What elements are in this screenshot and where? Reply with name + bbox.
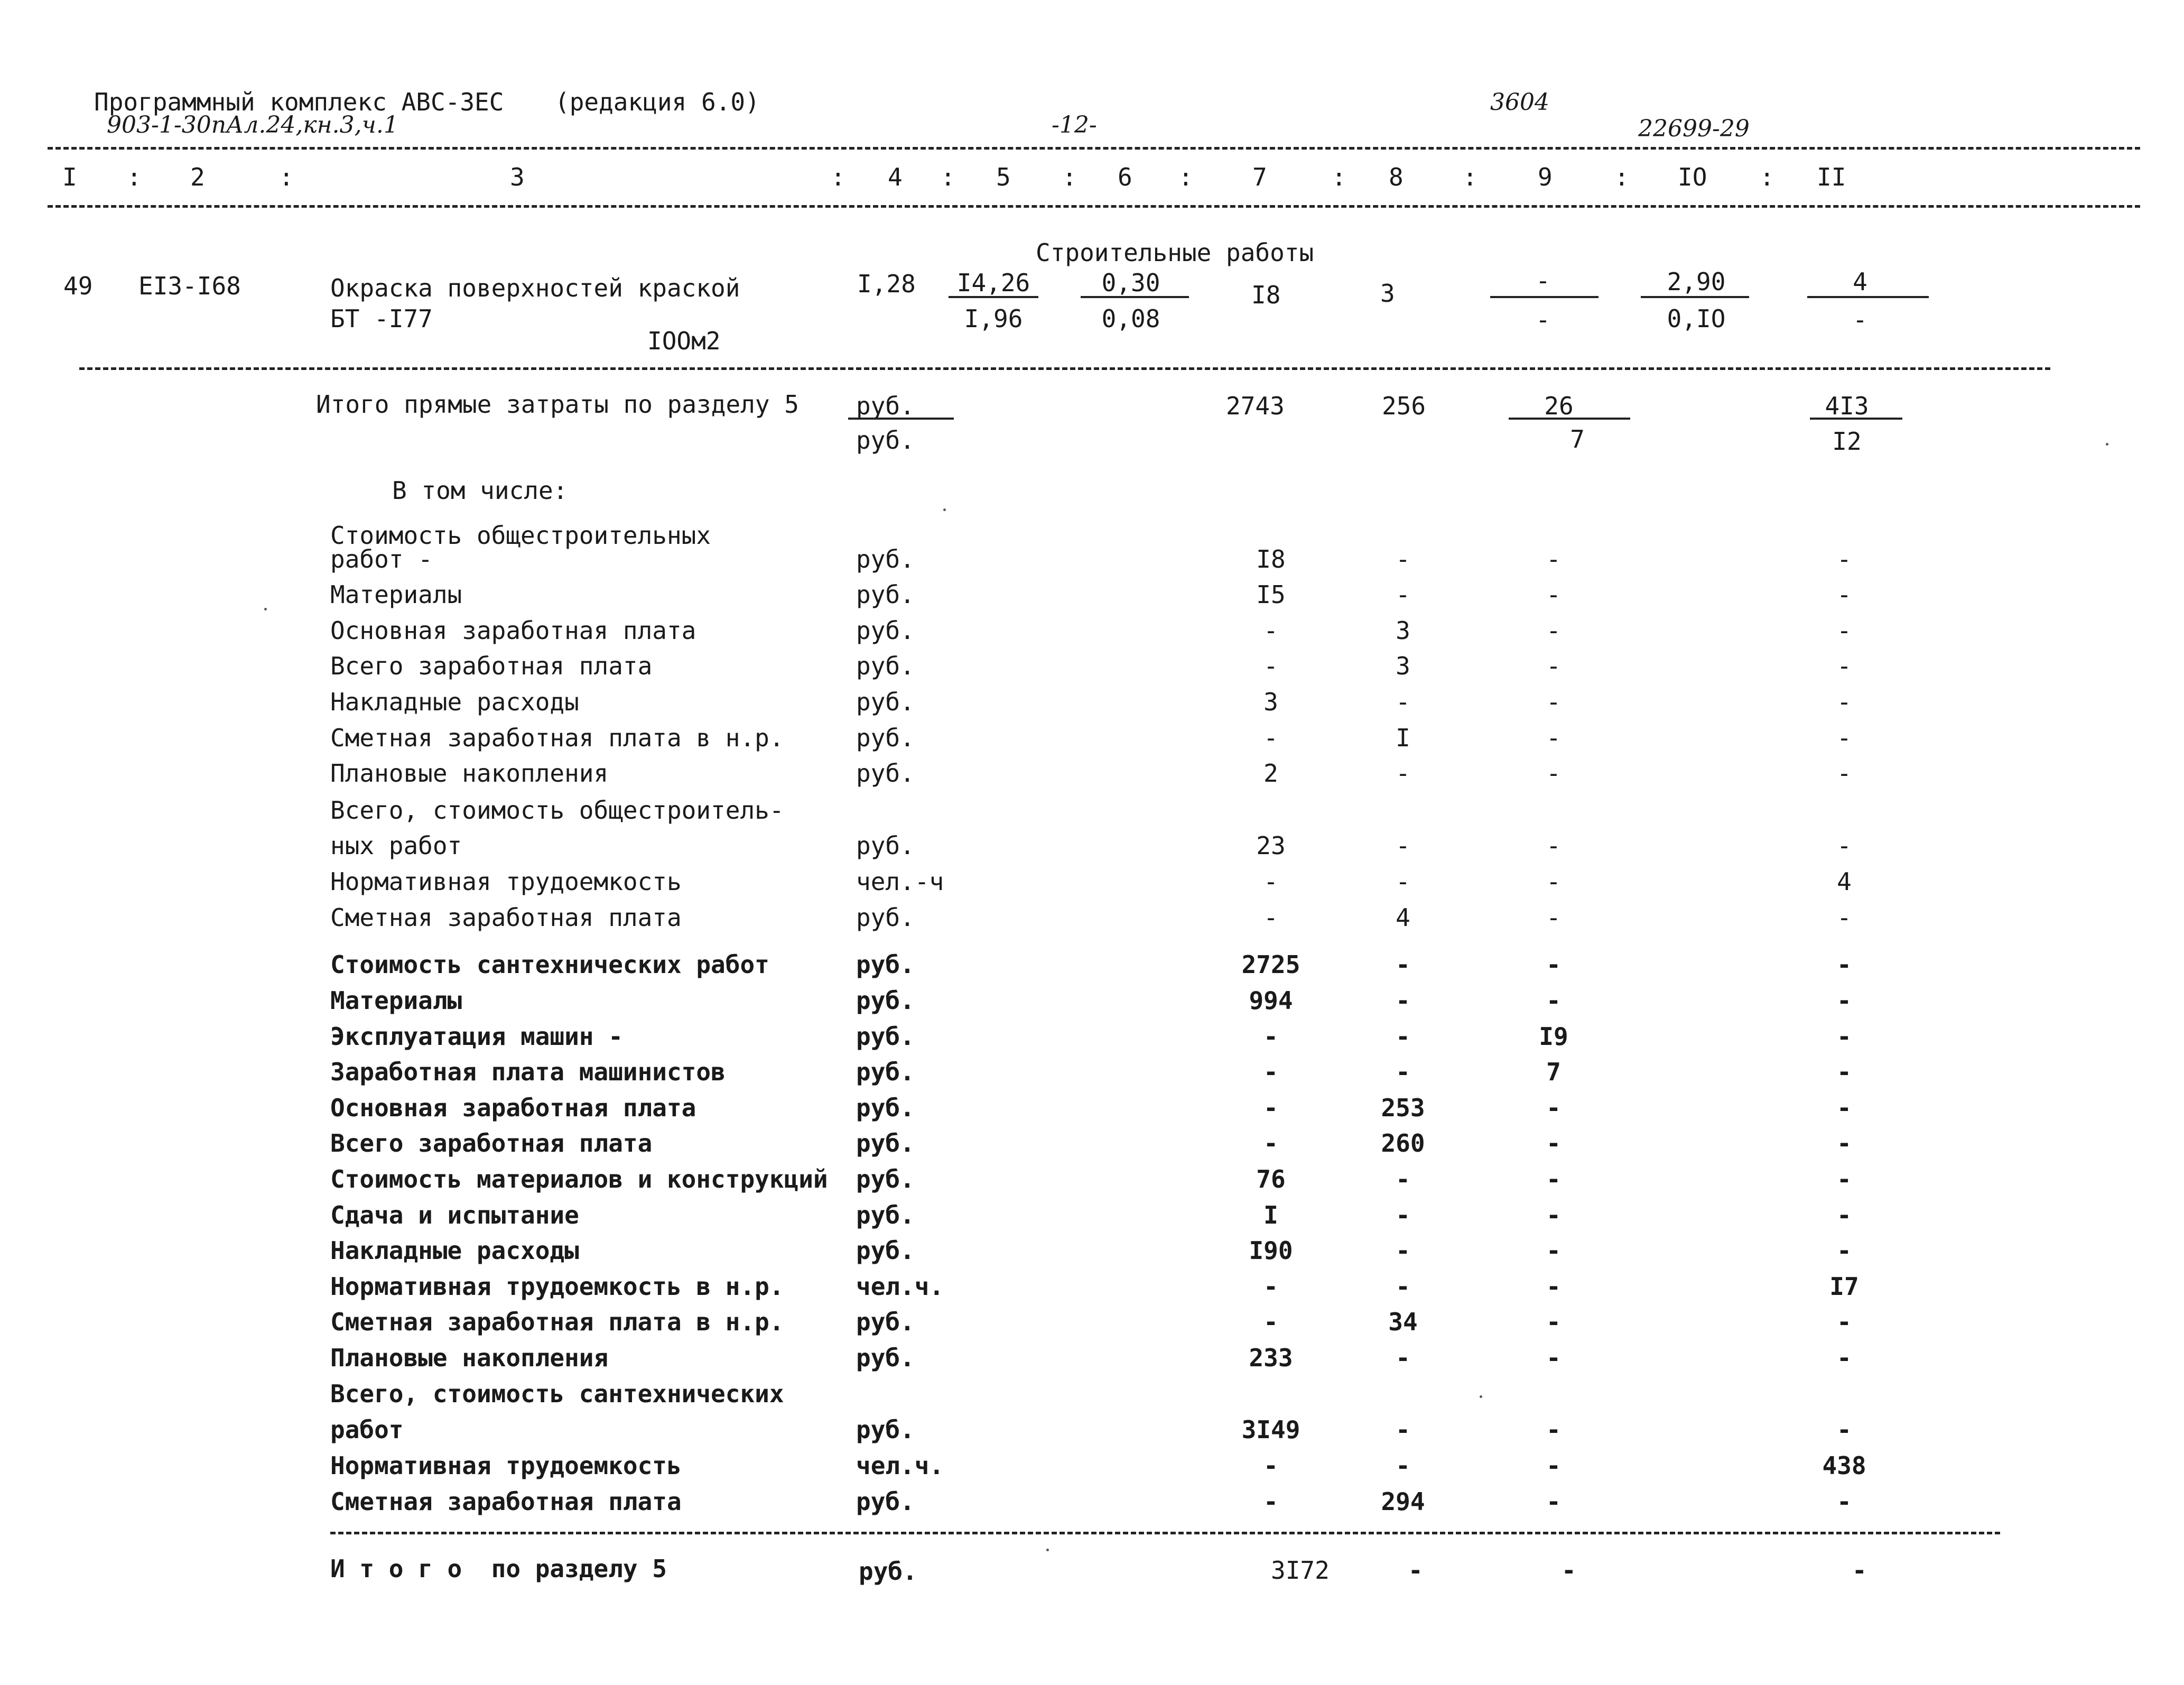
row-col7: I90 <box>1249 1236 1293 1265</box>
row-unit: руб. <box>856 950 915 979</box>
entry-col10-bottom: 0,IO <box>1667 304 1726 333</box>
row-col7: 23 <box>1256 831 1286 860</box>
row-col11: - <box>1837 545 1852 573</box>
column-separator: : <box>279 163 294 191</box>
entry-col7: I8 <box>1251 281 1281 309</box>
row-col9: 7 <box>1546 1058 1561 1086</box>
row-unit: руб. <box>856 616 915 645</box>
row-unit: руб. <box>856 986 915 1015</box>
entry-col6-top: 0,30 <box>1101 269 1160 297</box>
entry-code: EI3-I68 <box>138 272 241 300</box>
row-label: Сметная заработная плата <box>330 1487 682 1516</box>
row-label: Плановые накопления <box>330 1344 609 1372</box>
row-col7: - <box>1263 867 1278 896</box>
row-col7: - <box>1263 1058 1278 1086</box>
row-col9: - <box>1546 1451 1561 1480</box>
column-separator: : <box>1760 163 1774 191</box>
scan-speck <box>2106 443 2108 446</box>
row-col8: 3 <box>1396 616 1410 645</box>
column-separator: : <box>1332 163 1346 191</box>
row-col7: 3I49 <box>1241 1415 1300 1444</box>
row-col9: - <box>1546 1201 1561 1229</box>
row-col7: - <box>1263 616 1278 645</box>
row-col9: - <box>1546 545 1561 573</box>
row-label: ных работ <box>330 831 462 860</box>
row-label: Нормативная трудоемкость <box>330 867 682 896</box>
scan-speck <box>264 608 267 610</box>
entry-col11-top: 4 <box>1853 267 1867 296</box>
row-col7: - <box>1263 1272 1278 1301</box>
row-col7: - <box>1263 652 1278 680</box>
row-unit: руб. <box>856 545 915 573</box>
row-col11: - <box>1837 1129 1852 1158</box>
row-unit: руб. <box>856 688 915 716</box>
row-col7: - <box>1263 724 1278 752</box>
section-total-label: И т о г о по разделу 5 <box>330 1554 667 1583</box>
row-col9: - <box>1546 652 1561 680</box>
entry-quantity: I,28 <box>857 270 916 298</box>
row-col8: - <box>1396 1058 1410 1086</box>
column-separator: : <box>1178 163 1193 191</box>
section-total-col8: - <box>1408 1556 1423 1585</box>
row-col11: - <box>1837 1415 1852 1444</box>
row-col7: - <box>1263 903 1278 932</box>
section-total-col9: - <box>1562 1556 1576 1585</box>
row-col11: - <box>1837 903 1852 932</box>
total-direct-unit-bottom: руб. <box>856 426 915 455</box>
row-col11: - <box>1837 652 1852 680</box>
row-col8: - <box>1396 1344 1410 1372</box>
entry-col6-rule <box>1081 296 1189 298</box>
row-col7: 76 <box>1256 1165 1286 1193</box>
row-label: Всего, стоимость общестроитель- <box>330 796 784 825</box>
row-unit: руб. <box>856 1129 915 1158</box>
row-unit: руб. <box>856 1487 915 1516</box>
column-number: I <box>62 163 77 191</box>
row-col9: - <box>1546 1236 1561 1265</box>
entry-number: 49 <box>63 272 93 300</box>
row-label: работ <box>330 1415 404 1444</box>
row-col11: 438 <box>1822 1451 1866 1480</box>
total-direct-label: Итого прямые затраты по разделу 5 <box>316 390 799 419</box>
row-label: Сметная заработная плата в н.р. <box>330 724 784 752</box>
row-unit: руб. <box>856 1308 915 1336</box>
row-col8: - <box>1396 545 1410 573</box>
entry-col10-top: 2,90 <box>1667 267 1726 296</box>
row-col7: - <box>1263 1451 1278 1480</box>
row-col7: - <box>1263 1094 1278 1122</box>
row-col8: 294 <box>1381 1487 1425 1516</box>
row-label: Стоимость сантехнических работ <box>330 950 769 979</box>
column-number: IO <box>1678 163 1707 191</box>
row-col8: 3 <box>1396 652 1410 680</box>
column-number: 6 <box>1118 163 1132 191</box>
row-col8: - <box>1396 1201 1410 1229</box>
header-top-rule <box>48 147 2140 150</box>
entry-col9-rule <box>1490 296 1598 298</box>
column-number: 2 <box>190 163 205 191</box>
entry-col9-top: - <box>1536 266 1550 295</box>
row-col7: - <box>1263 1487 1278 1516</box>
column-number: 5 <box>996 163 1011 191</box>
row-label: Плановые накопления <box>330 759 609 788</box>
column-number: 8 <box>1389 163 1404 191</box>
row-col9: - <box>1546 903 1561 932</box>
row-col11: - <box>1837 1308 1852 1336</box>
total-direct-col9-rule <box>1509 418 1630 420</box>
column-number: 7 <box>1252 163 1267 191</box>
row-col9: - <box>1546 1165 1561 1193</box>
row-col7: 994 <box>1249 986 1293 1015</box>
entry-unit: IOOм2 <box>647 327 721 355</box>
row-col9: - <box>1546 580 1561 609</box>
scan-speck <box>943 508 946 511</box>
row-col8: - <box>1396 1415 1410 1444</box>
program-edition: (редакция 6.0) <box>555 88 760 116</box>
row-col8: 253 <box>1381 1094 1425 1122</box>
row-col8: - <box>1396 1022 1410 1051</box>
row-col8: - <box>1396 867 1410 896</box>
row-label: Нормативная трудоемкость <box>330 1451 682 1480</box>
row-col8: - <box>1396 1272 1410 1301</box>
row-col11: - <box>1837 724 1852 752</box>
entry-col5-rule <box>949 296 1038 298</box>
row-label: Материалы <box>330 986 462 1015</box>
row-col11: - <box>1837 1487 1852 1516</box>
row-col7: 3 <box>1263 688 1278 716</box>
page-number: -12- <box>1052 112 1097 138</box>
row-col11: - <box>1837 986 1852 1015</box>
row-col7: 2 <box>1263 759 1278 788</box>
row-col9: - <box>1546 759 1561 788</box>
entry-col9-bottom: - <box>1536 305 1550 334</box>
row-label: Сдача и испытание <box>330 1201 579 1229</box>
column-separator: : <box>1463 163 1477 191</box>
row-label: Заработная плата машинистов <box>330 1058 726 1086</box>
row-label: Основная заработная плата <box>330 1094 696 1122</box>
row-col9: - <box>1546 1272 1561 1301</box>
entry-name-line1: Окраска поверхностей краской <box>330 274 740 302</box>
row-unit: руб. <box>856 1344 915 1372</box>
document-number-top: 3604 <box>1490 89 1549 116</box>
header-bottom-rule <box>48 205 2140 208</box>
row-col9: - <box>1546 867 1561 896</box>
row-unit: руб. <box>856 831 915 860</box>
column-number: 4 <box>888 163 903 191</box>
row-col11: I7 <box>1829 1272 1859 1301</box>
row-unit: руб. <box>856 580 915 609</box>
row-col11: 4 <box>1837 867 1852 896</box>
row-label: Всего заработная плата <box>330 652 653 680</box>
row-unit: руб. <box>856 1165 915 1193</box>
column-separator: : <box>1614 163 1629 191</box>
row-col11: - <box>1837 1058 1852 1086</box>
column-separator: : <box>941 163 955 191</box>
program-name: Программный комплекс АВС-ЗЕС <box>94 88 504 116</box>
section-total-unit: руб. <box>859 1557 917 1586</box>
row-col11: - <box>1837 1022 1852 1051</box>
row-col9: - <box>1546 831 1561 860</box>
column-number: II <box>1817 163 1846 191</box>
row-col9: - <box>1546 1129 1561 1158</box>
row-col7: - <box>1263 1129 1278 1158</box>
row-label: Материалы <box>330 580 462 609</box>
column-separator: : <box>1062 163 1077 191</box>
row-col9: - <box>1546 950 1561 979</box>
entry-name-line2: БТ -I77 <box>330 304 433 333</box>
row-col8: 260 <box>1381 1129 1425 1158</box>
row-unit: руб. <box>856 759 915 788</box>
row-col8: - <box>1396 1451 1410 1480</box>
section-title: Строительные работы <box>1036 238 1314 267</box>
row-col8: 34 <box>1388 1308 1418 1336</box>
final-separator-rule <box>330 1532 2000 1534</box>
row-label: работ - <box>330 545 433 573</box>
scan-speck <box>1046 1549 1049 1551</box>
total-direct-col11-rule <box>1810 418 1902 420</box>
row-label: Накладные расходы <box>330 1236 579 1265</box>
row-col11: - <box>1837 831 1852 860</box>
row-col8: - <box>1396 1165 1410 1193</box>
entry-col6-bottom: 0,08 <box>1101 304 1160 333</box>
entry-col5-bottom: I,96 <box>964 304 1023 333</box>
scan-speck <box>1480 1395 1482 1398</box>
row-col11: - <box>1837 950 1852 979</box>
row-col9: - <box>1546 1344 1561 1372</box>
row-col8: 4 <box>1396 903 1410 932</box>
row-col8: - <box>1396 831 1410 860</box>
row-unit: руб. <box>856 1201 915 1229</box>
row-col8: - <box>1396 1236 1410 1265</box>
row-col9: - <box>1546 688 1561 716</box>
column-separator: : <box>831 163 845 191</box>
row-unit: руб. <box>856 1236 915 1265</box>
row-col7: 2725 <box>1241 950 1300 979</box>
entry-col11-rule <box>1807 296 1929 298</box>
row-unit: руб. <box>856 652 915 680</box>
row-col11: - <box>1837 1344 1852 1372</box>
row-col11: - <box>1837 616 1852 645</box>
section-total-col11: - <box>1852 1556 1867 1585</box>
row-col7: - <box>1263 1308 1278 1336</box>
entry-col5-top: I4,26 <box>956 269 1030 297</box>
row-label: Стоимость общестроительных <box>330 521 711 550</box>
row-unit: руб. <box>856 724 915 752</box>
row-col8: - <box>1396 986 1410 1015</box>
row-col7: I8 <box>1256 545 1286 573</box>
row-label: Сметная заработная плата в н.р. <box>330 1308 784 1336</box>
row-col9: - <box>1546 616 1561 645</box>
row-col9: - <box>1546 1094 1561 1122</box>
row-col7: 233 <box>1249 1344 1293 1372</box>
row-col11: - <box>1837 759 1852 788</box>
row-label: Нормативная трудоемкость в н.р. <box>330 1272 784 1301</box>
column-number: 3 <box>510 163 525 191</box>
row-label: Стоимость материалов и конструкций <box>330 1165 828 1193</box>
row-label: Сметная заработная плата <box>330 903 682 932</box>
row-col8: - <box>1396 580 1410 609</box>
row-col9: - <box>1546 1415 1561 1444</box>
row-unit: чел.ч. <box>856 1451 944 1480</box>
column-separator: : <box>127 163 142 191</box>
row-col9: - <box>1546 724 1561 752</box>
row-col9: - <box>1546 986 1561 1015</box>
row-label: Эксплуатация машин - <box>330 1022 623 1051</box>
row-col8: I <box>1396 724 1410 752</box>
row-unit: руб. <box>856 1415 915 1444</box>
row-col11: - <box>1837 580 1852 609</box>
row-col9: - <box>1546 1487 1561 1516</box>
total-direct-col7: 2743 <box>1226 392 1285 420</box>
row-col9: I9 <box>1539 1022 1568 1051</box>
row-col11: - <box>1837 1236 1852 1265</box>
row-label: Всего заработная плата <box>330 1129 653 1158</box>
handwritten-doc-code: 903-1-30пАл.24,кн.3,ч.1 <box>107 112 398 138</box>
total-direct-col8: 256 <box>1382 392 1426 420</box>
row-col11: - <box>1837 1201 1852 1229</box>
row-unit: чел.-ч <box>856 867 944 896</box>
row-col8: - <box>1396 688 1410 716</box>
total-direct-unit-top: руб. <box>856 392 915 420</box>
column-number: 9 <box>1538 163 1553 191</box>
document-number-right: 22699-29 <box>1638 115 1750 142</box>
row-col8: - <box>1396 950 1410 979</box>
row-col11: - <box>1837 688 1852 716</box>
row-col9: - <box>1546 1308 1561 1336</box>
row-unit: руб. <box>856 1022 915 1051</box>
row-unit: чел.ч. <box>856 1272 944 1301</box>
entry-separator-rule <box>79 367 2050 370</box>
entry-col11-bottom: - <box>1853 305 1867 334</box>
row-label: Основная заработная плата <box>330 616 696 645</box>
total-direct-col9-bottom: 7 <box>1570 425 1585 453</box>
row-label: Накладные расходы <box>330 688 579 716</box>
total-direct-unit-rule <box>848 418 954 420</box>
including-label: В том числе: <box>392 476 568 505</box>
row-unit: руб. <box>856 903 915 932</box>
total-direct-col9-top: 26 <box>1544 392 1574 420</box>
row-col7: - <box>1263 1022 1278 1051</box>
row-label: Всего, стоимость сантехнических <box>330 1380 784 1408</box>
row-unit: руб. <box>856 1094 915 1122</box>
row-unit: руб. <box>856 1058 915 1086</box>
row-col11: - <box>1837 1094 1852 1122</box>
row-col7: I <box>1263 1201 1278 1229</box>
row-col8: - <box>1396 759 1410 788</box>
row-col7: I5 <box>1256 580 1286 609</box>
total-direct-col11-top: 4I3 <box>1825 392 1869 420</box>
section-total-col7: 3I72 <box>1271 1556 1330 1585</box>
row-col11: - <box>1837 1165 1852 1193</box>
entry-col10-rule <box>1641 296 1749 298</box>
total-direct-col11-bottom: I2 <box>1832 427 1862 456</box>
entry-col8: 3 <box>1380 279 1395 308</box>
